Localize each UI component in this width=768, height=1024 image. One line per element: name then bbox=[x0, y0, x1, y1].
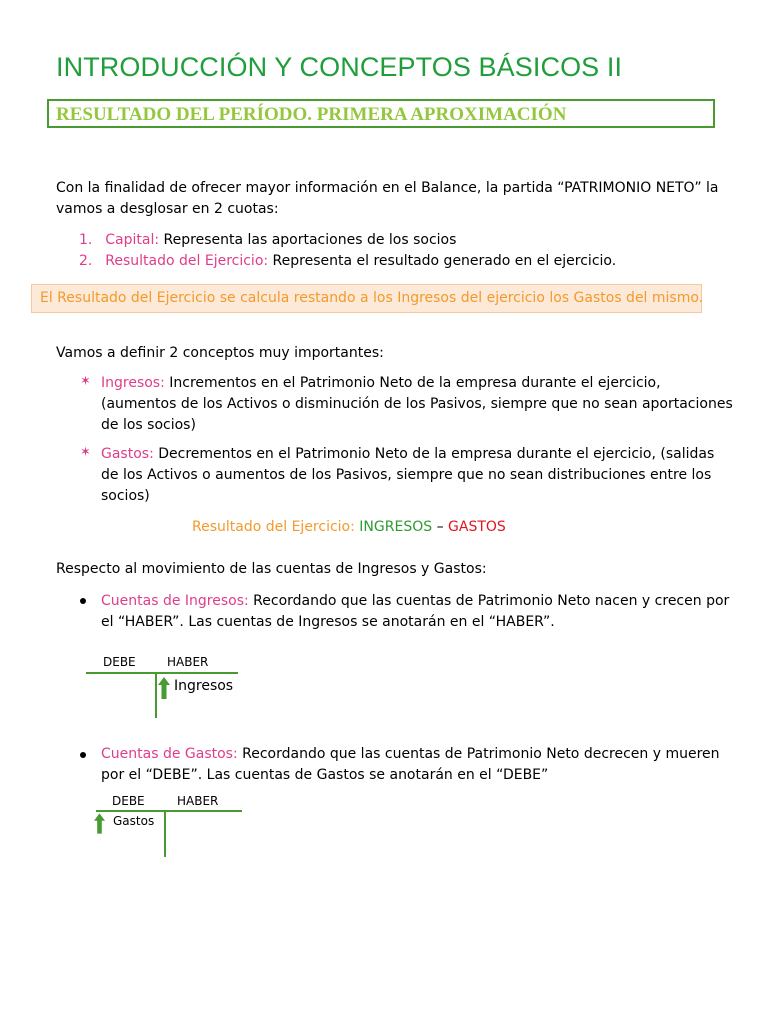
t-account-vertical-line bbox=[164, 810, 166, 857]
up-arrow-icon bbox=[158, 677, 170, 699]
t-account-entry: Gastos bbox=[113, 814, 155, 828]
item-term: Resultado del Ejercicio: bbox=[105, 253, 269, 269]
numbered-item bbox=[79, 251, 616, 272]
formula-label: Resultado del Ejercicio: bbox=[192, 519, 360, 535]
formula-ingresos: INGRESOS bbox=[359, 519, 433, 535]
t-account-entry: Ingresos bbox=[174, 678, 234, 694]
t-account-haber: HABER bbox=[177, 794, 219, 808]
definition-line: de los socios) bbox=[101, 417, 196, 433]
item-text: Representa las aportaciones de los socios bbox=[159, 232, 457, 248]
item-number: 2. bbox=[79, 253, 93, 269]
definitions-intro: Vamos a definir 2 conceptos muy importantes: bbox=[56, 345, 384, 361]
numbered-item bbox=[79, 230, 456, 251]
bullet-icon bbox=[80, 752, 86, 758]
page-title: INTRODUCCIÓN Y CONCEPTOS BÁSICOS II bbox=[56, 52, 623, 82]
account-term: Cuentas de Gastos: bbox=[101, 746, 238, 762]
definition-line: socios) bbox=[101, 488, 150, 504]
t-account-horizontal-line bbox=[86, 672, 238, 674]
up-arrow-icon bbox=[94, 813, 105, 834]
account-line: el “HABER”. Las cuentas de Ingresos se anotarán en el “HABER”. bbox=[101, 614, 555, 630]
account-line bbox=[101, 744, 720, 765]
section-subtitle: RESULTADO DEL PERÍODO. PRIMERA APROXIMACIÓN bbox=[56, 104, 567, 125]
definition-text: Incrementos en el Patrimonio Neto de la empresa durante el ejercicio, bbox=[164, 375, 661, 391]
formula-dash: – bbox=[432, 519, 449, 535]
definition-line: de los Activos o aumentos de los Pasivos, siempre que no sean distribuciones entre los bbox=[101, 467, 712, 483]
definition-text: Decrementos en el Patrimonio Neto de la empresa durante el ejercicio, (salidas bbox=[153, 446, 715, 462]
definition-term: Gastos: bbox=[101, 446, 154, 462]
item-number: 1. bbox=[79, 232, 93, 248]
intro-line-2: vamos a desglosar en 2 cuotas: bbox=[56, 201, 279, 217]
bullet-icon bbox=[80, 598, 86, 604]
t-account-debe: DEBE bbox=[112, 794, 145, 808]
definition-term: Ingresos: bbox=[101, 375, 165, 391]
item-term: Capital: bbox=[105, 232, 160, 248]
intro-line-1: Con la finalidad de ofrecer mayor información en el Balance, la partida “PATRIMONIO NETO” la bbox=[56, 180, 719, 196]
formula-gastos: GASTOS bbox=[448, 519, 506, 535]
t-account-haber: HABER bbox=[167, 655, 209, 669]
highlight-text: El Resultado del Ejercicio se calcula restando a los Ingresos del ejercicio los Gastos del mismo. bbox=[40, 290, 704, 306]
account-term: Cuentas de Ingresos: bbox=[101, 593, 249, 609]
t-account-vertical-line bbox=[155, 672, 157, 718]
t-account-debe: DEBE bbox=[103, 655, 136, 669]
item-text: Representa el resultado generado en el ejercicio. bbox=[268, 253, 617, 269]
star-bullet-icon: ✶ bbox=[80, 445, 91, 460]
t-account-horizontal-line bbox=[96, 810, 242, 812]
formula bbox=[192, 517, 506, 538]
definition-line: (aumentos de los Activos o disminución de los Pasivos, siempre que no sean aportaciones bbox=[101, 396, 733, 412]
account-line: por el “DEBE”. Las cuentas de Gastos se anotarán en el “DEBE” bbox=[101, 767, 549, 783]
definition-line bbox=[101, 373, 661, 394]
account-line bbox=[101, 591, 729, 612]
account-text: Recordando que las cuentas de Patrimonio Neto decrecen y mueren bbox=[237, 746, 720, 762]
movement-intro: Respecto al movimiento de las cuentas de Ingresos y Gastos: bbox=[56, 561, 487, 577]
star-bullet-icon: ✶ bbox=[80, 374, 91, 389]
definition-line bbox=[101, 444, 714, 465]
account-text: Recordando que las cuentas de Patrimonio Neto nacen y crecen por bbox=[248, 593, 730, 609]
